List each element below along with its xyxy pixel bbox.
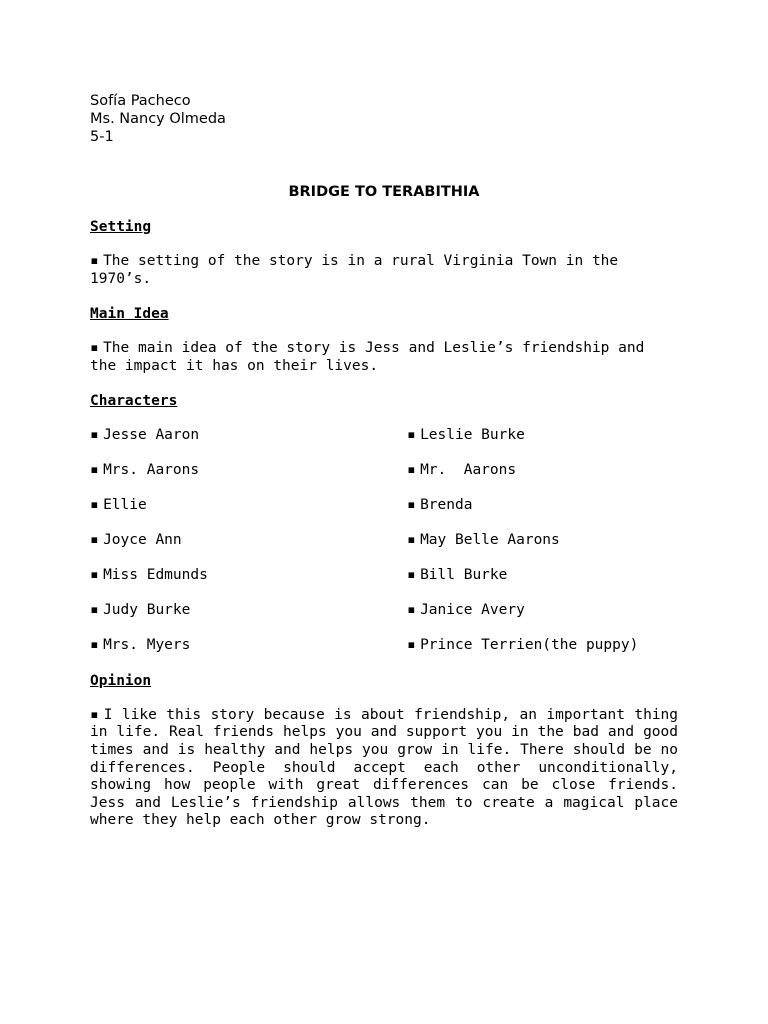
character-name: Mrs. Myers xyxy=(103,637,191,654)
opinion-paragraph xyxy=(90,706,705,830)
setting-text: The setting of the story is in a rural Virginia Town in the 1970’s. xyxy=(90,253,619,287)
bullet-icon: ▪ xyxy=(90,567,99,584)
bullet-icon: ▪ xyxy=(407,532,416,549)
opinion-heading: Opinion xyxy=(90,672,152,689)
bullet-icon: ▪ xyxy=(90,427,99,444)
character-item xyxy=(90,462,407,480)
characters-list xyxy=(90,427,678,655)
character-item xyxy=(90,427,407,445)
character-name: Mr. Aarons xyxy=(420,462,517,479)
character-item xyxy=(407,567,678,585)
character-item xyxy=(90,532,407,550)
bullet-icon: ▪ xyxy=(407,462,416,479)
opinion-text: I like this story because is about friendship, an important thing in life. Real friends helps you and support you in the bad and good times and is healthy and helps you grow in life. There should be no differences. People should accept each other unconditionally, showing how people with great differences can be close friends. Jess and Leslie’s friendship allows them to create a magical place where they help each other grow strong. xyxy=(90,706,705,829)
character-name: Brenda xyxy=(420,497,473,514)
characters-heading: Characters xyxy=(90,393,178,410)
main-idea-text: The main idea of the story is Jess and Leslie’s friendship and the impact it has on their lives. xyxy=(90,340,645,374)
character-name: Miss Edmunds xyxy=(103,567,208,584)
bullet-icon: ▪ xyxy=(90,637,99,654)
bullet-icon: ▪ xyxy=(90,340,99,357)
document-page xyxy=(90,92,705,830)
character-name: Ellie xyxy=(103,497,147,514)
character-name: Jesse Aaron xyxy=(103,427,200,444)
character-name: Judy Burke xyxy=(103,602,191,619)
character-name: Joyce Ann xyxy=(103,532,182,549)
character-name: May Belle Aarons xyxy=(420,532,560,549)
character-item xyxy=(407,427,678,445)
bullet-icon: ▪ xyxy=(90,462,99,479)
bullet-icon: ▪ xyxy=(90,602,99,619)
character-item xyxy=(90,567,407,585)
character-item xyxy=(407,532,678,550)
teacher-name: Ms. Nancy Olmeda xyxy=(90,111,226,127)
bullet-icon: ▪ xyxy=(407,567,416,584)
main-idea-heading: Main Idea xyxy=(90,306,169,323)
character-name: Leslie Burke xyxy=(420,427,525,444)
student-name: Sofía Pacheco xyxy=(90,93,191,109)
setting-heading: Setting xyxy=(90,219,152,235)
bullet-icon: ▪ xyxy=(407,602,416,619)
document-title: BRIDGE TO TERABITHIA xyxy=(288,184,480,200)
header-block xyxy=(90,92,678,146)
bullet-icon: ▪ xyxy=(90,532,99,549)
bullet-icon: ▪ xyxy=(90,497,99,514)
character-item xyxy=(90,602,407,620)
bullet-icon: ▪ xyxy=(407,427,416,444)
character-item xyxy=(407,637,678,655)
character-item xyxy=(90,637,407,655)
bullet-icon: ▪ xyxy=(90,706,100,723)
setting-paragraph xyxy=(90,253,678,288)
bullet-icon: ▪ xyxy=(407,497,416,514)
character-name: Janice Avery xyxy=(420,602,525,619)
character-item xyxy=(407,462,678,480)
bullet-icon: ▪ xyxy=(90,253,99,269)
character-name: Mrs. Aarons xyxy=(103,462,200,479)
character-name: Bill Burke xyxy=(420,567,508,584)
main-idea-paragraph xyxy=(90,340,678,375)
character-item xyxy=(407,602,678,620)
character-item xyxy=(407,497,678,515)
bullet-icon: ▪ xyxy=(407,637,416,654)
character-name: Prince Terrien(the puppy) xyxy=(420,637,639,654)
class-section: 5-1 xyxy=(90,129,114,145)
character-item xyxy=(90,497,407,515)
